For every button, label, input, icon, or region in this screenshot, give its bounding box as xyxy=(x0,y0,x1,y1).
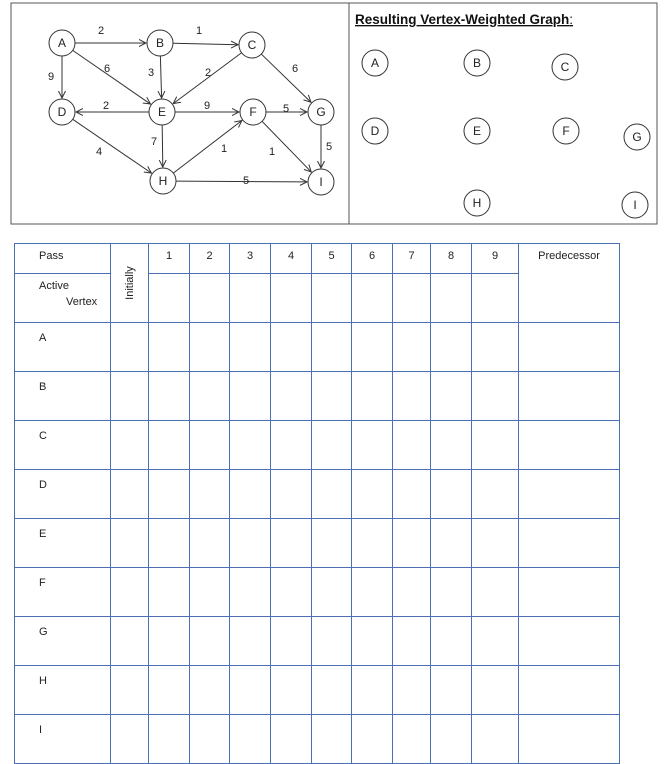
distance-cell[interactable] xyxy=(431,519,472,568)
distance-cell[interactable] xyxy=(393,568,431,617)
active-vertex-cell[interactable] xyxy=(472,274,519,323)
initial-distance-cell[interactable] xyxy=(111,715,149,764)
active-label-line2: Vertex xyxy=(66,296,98,308)
distance-cell[interactable] xyxy=(431,666,472,715)
distance-cell[interactable] xyxy=(190,568,230,617)
distance-cell[interactable] xyxy=(393,519,431,568)
result-node-i xyxy=(622,192,648,218)
active-vertex-cell[interactable] xyxy=(312,274,352,323)
edge-weight-e-d: 2 xyxy=(102,100,110,112)
distance-cell[interactable] xyxy=(393,715,431,764)
distance-cell[interactable] xyxy=(352,715,393,764)
node-label: C xyxy=(247,38,257,52)
predecessor-cell[interactable] xyxy=(519,666,620,715)
pass-label: Pass xyxy=(15,244,111,274)
edge-weight-d-h: 4 xyxy=(95,146,103,158)
distance-cell[interactable] xyxy=(149,715,190,764)
distance-cell[interactable] xyxy=(393,470,431,519)
distance-cell[interactable] xyxy=(271,568,312,617)
distance-cell[interactable] xyxy=(312,323,352,372)
vertex-row-e xyxy=(15,519,620,568)
dijkstra-table-container xyxy=(14,243,620,764)
distance-cell[interactable] xyxy=(149,568,190,617)
distance-cell[interactable] xyxy=(190,617,230,666)
edge-weight-h-f: 1 xyxy=(220,143,228,155)
distance-cell[interactable] xyxy=(393,372,431,421)
result-node-g xyxy=(624,124,650,150)
result-node-label: A xyxy=(370,56,380,70)
initially-header xyxy=(111,244,149,323)
vertex-row-c xyxy=(15,421,620,470)
edge-weight-e-h: 7 xyxy=(150,136,158,148)
distance-cell[interactable] xyxy=(230,715,271,764)
distance-cell[interactable] xyxy=(472,421,519,470)
edge-d-h xyxy=(73,119,152,173)
initial-distance-cell[interactable] xyxy=(111,519,149,568)
vertex-row-label: E xyxy=(15,519,111,568)
distance-cell[interactable] xyxy=(393,421,431,470)
distance-cell[interactable] xyxy=(472,568,519,617)
distance-cell[interactable] xyxy=(393,323,431,372)
distance-cell[interactable] xyxy=(431,372,472,421)
active-label-line1: Active xyxy=(39,280,69,292)
pass-number-header: 7 xyxy=(393,244,431,274)
distance-cell[interactable] xyxy=(472,470,519,519)
active-vertex-cell[interactable] xyxy=(190,274,230,323)
edge-b-e xyxy=(160,56,161,98)
active-vertex-cell[interactable] xyxy=(230,274,271,323)
pass-number-header: 2 xyxy=(190,244,230,274)
distance-cell[interactable] xyxy=(230,519,271,568)
distance-cell[interactable] xyxy=(472,519,519,568)
pass-number-header: 9 xyxy=(472,244,519,274)
node-d xyxy=(49,99,75,125)
distance-cell[interactable] xyxy=(393,617,431,666)
edge-weight-a-e: 6 xyxy=(103,63,111,75)
distance-cell[interactable] xyxy=(431,715,472,764)
distance-cell[interactable] xyxy=(312,372,352,421)
distance-cell[interactable] xyxy=(393,666,431,715)
initial-distance-cell[interactable] xyxy=(111,568,149,617)
vertex-row-label: B xyxy=(15,372,111,421)
result-node-label: B xyxy=(472,56,482,70)
active-vertex-cell[interactable] xyxy=(352,274,393,323)
distance-cell[interactable] xyxy=(352,617,393,666)
node-e xyxy=(149,99,175,125)
distance-cell[interactable] xyxy=(190,715,230,764)
predecessor-cell[interactable] xyxy=(519,519,620,568)
vertex-row-d xyxy=(15,470,620,519)
initial-distance-cell[interactable] xyxy=(111,666,149,715)
edge-h-f xyxy=(173,121,242,174)
result-node-label: H xyxy=(472,196,482,210)
distance-cell[interactable] xyxy=(472,666,519,715)
vertex-row-b xyxy=(15,372,620,421)
distance-cell[interactable] xyxy=(230,421,271,470)
pass-number-header: 1 xyxy=(149,244,190,274)
result-node-b xyxy=(464,50,490,76)
initial-distance-cell[interactable] xyxy=(111,372,149,421)
result-node-h xyxy=(464,190,490,216)
distance-cell[interactable] xyxy=(149,470,190,519)
result-node-label: F xyxy=(562,124,570,138)
distance-cell[interactable] xyxy=(352,519,393,568)
edge-weight-f-g: 5 xyxy=(282,103,290,115)
distance-cell[interactable] xyxy=(312,568,352,617)
distance-cell[interactable] xyxy=(149,617,190,666)
result-node-e xyxy=(464,118,490,144)
distance-cell[interactable] xyxy=(149,421,190,470)
node-b xyxy=(147,30,173,56)
dijkstra-table xyxy=(14,243,620,764)
distance-cell[interactable] xyxy=(271,519,312,568)
node-a xyxy=(49,30,75,56)
vertex-row-h xyxy=(15,666,620,715)
node-label: I xyxy=(319,175,323,189)
edge-weight-f-i: 1 xyxy=(268,146,276,158)
edge-weight-h-i: 5 xyxy=(242,175,250,187)
vertex-row-i xyxy=(15,715,620,764)
result-node-label: E xyxy=(472,124,482,138)
graph-diagram xyxy=(0,0,668,243)
distance-cell[interactable] xyxy=(431,568,472,617)
distance-cell[interactable] xyxy=(190,421,230,470)
predecessor-header: Predecessor xyxy=(519,244,620,323)
node-label: F xyxy=(249,105,257,119)
predecessor-cell[interactable] xyxy=(519,568,620,617)
distance-cell[interactable] xyxy=(190,519,230,568)
edge-weight-a-d: 9 xyxy=(47,71,55,83)
edge-weight-e-f: 9 xyxy=(203,100,211,112)
distance-cell[interactable] xyxy=(312,715,352,764)
result-graph-nodes xyxy=(362,50,650,218)
distance-cell[interactable] xyxy=(190,470,230,519)
pass-number-header: 4 xyxy=(271,244,312,274)
pass-number-header: 8 xyxy=(431,244,472,274)
vertex-row-label: D xyxy=(15,470,111,519)
active-vertex-cell[interactable] xyxy=(431,274,472,323)
active-vertex-label xyxy=(15,274,111,323)
edge-weight-g-i: 5 xyxy=(325,141,333,153)
active-vertex-cell[interactable] xyxy=(149,274,190,323)
distance-cell[interactable] xyxy=(149,372,190,421)
distance-cell[interactable] xyxy=(312,470,352,519)
node-label: D xyxy=(57,105,67,119)
distance-cell[interactable] xyxy=(230,323,271,372)
initial-distance-cell[interactable] xyxy=(111,617,149,666)
distance-cell[interactable] xyxy=(352,323,393,372)
distance-cell[interactable] xyxy=(431,470,472,519)
vertex-row-label: H xyxy=(15,666,111,715)
edge-b-c xyxy=(173,43,238,44)
distance-cell[interactable] xyxy=(230,617,271,666)
node-label: E xyxy=(157,105,167,119)
distance-cell[interactable] xyxy=(271,421,312,470)
initial-distance-cell[interactable] xyxy=(111,470,149,519)
distance-cell[interactable] xyxy=(352,470,393,519)
distance-cell[interactable] xyxy=(352,421,393,470)
distance-cell[interactable] xyxy=(230,470,271,519)
predecessor-cell[interactable] xyxy=(519,372,620,421)
distance-cell[interactable] xyxy=(472,323,519,372)
active-vertex-cell[interactable] xyxy=(271,274,312,323)
pass-number-header: 3 xyxy=(230,244,271,274)
result-node-c xyxy=(552,54,578,80)
distance-cell[interactable] xyxy=(352,568,393,617)
vertex-row-label: G xyxy=(15,617,111,666)
node-f xyxy=(240,99,266,125)
node-label: H xyxy=(158,174,168,188)
distance-cell[interactable] xyxy=(149,519,190,568)
node-g xyxy=(308,99,334,125)
edge-weight-b-c: 1 xyxy=(195,25,203,37)
node-c xyxy=(239,32,265,58)
pass-number-header: 5 xyxy=(312,244,352,274)
predecessor-cell[interactable] xyxy=(519,323,620,372)
distance-cell[interactable] xyxy=(472,715,519,764)
edge-e-h xyxy=(162,125,163,167)
vertex-row-g xyxy=(15,617,620,666)
distance-cell[interactable] xyxy=(352,666,393,715)
distance-cell[interactable] xyxy=(271,666,312,715)
result-node-label: C xyxy=(560,60,570,74)
distance-cell[interactable] xyxy=(271,715,312,764)
distance-cell[interactable] xyxy=(352,372,393,421)
distance-cell[interactable] xyxy=(312,421,352,470)
distance-cell[interactable] xyxy=(149,323,190,372)
predecessor-cell[interactable] xyxy=(519,617,620,666)
node-i xyxy=(308,169,334,195)
distance-cell[interactable] xyxy=(271,617,312,666)
edge-a-e xyxy=(73,50,151,104)
initial-distance-cell[interactable] xyxy=(111,421,149,470)
distance-cell[interactable] xyxy=(472,372,519,421)
node-label: G xyxy=(316,105,326,119)
distance-cell[interactable] xyxy=(149,666,190,715)
distance-cell[interactable] xyxy=(431,617,472,666)
vertex-row-label: I xyxy=(15,715,111,764)
distance-cell[interactable] xyxy=(230,568,271,617)
edge-weight-b-e: 3 xyxy=(147,67,155,79)
graph-weights xyxy=(48,25,332,187)
edge-c-g xyxy=(261,54,311,102)
predecessor-cell[interactable] xyxy=(519,470,620,519)
result-node-label: I xyxy=(633,198,637,212)
distance-cell[interactable] xyxy=(271,323,312,372)
distance-cell[interactable] xyxy=(312,617,352,666)
distance-cell[interactable] xyxy=(190,372,230,421)
result-node-f xyxy=(553,118,579,144)
distance-cell[interactable] xyxy=(271,372,312,421)
distance-cell[interactable] xyxy=(472,617,519,666)
node-label: B xyxy=(155,36,165,50)
distance-cell[interactable] xyxy=(312,519,352,568)
predecessor-cell[interactable] xyxy=(519,715,620,764)
vertex-row-label: F xyxy=(15,568,111,617)
initially-label: Initially xyxy=(123,266,136,300)
distance-cell[interactable] xyxy=(312,666,352,715)
active-vertex-cell[interactable] xyxy=(393,274,431,323)
vertex-row-a xyxy=(15,323,620,372)
distance-cell[interactable] xyxy=(431,323,472,372)
distance-cell[interactable] xyxy=(190,323,230,372)
initial-distance-cell[interactable] xyxy=(111,323,149,372)
distance-cell[interactable] xyxy=(431,421,472,470)
result-node-a xyxy=(362,50,388,76)
result-node-label: G xyxy=(632,130,642,144)
table-header-row xyxy=(15,244,620,274)
pass-number-header: 6 xyxy=(352,244,393,274)
predecessor-cell[interactable] xyxy=(519,421,620,470)
edge-weight-a-b: 2 xyxy=(97,25,105,37)
result-node-label: D xyxy=(370,124,380,138)
edge-h-i xyxy=(176,181,307,182)
edge-weight-c-g: 6 xyxy=(291,63,299,75)
vertex-row-f xyxy=(15,568,620,617)
node-label: A xyxy=(57,36,67,50)
edge-weight-c-e: 2 xyxy=(204,67,212,79)
distance-cell[interactable] xyxy=(271,470,312,519)
result-graph-title: Resulting Vertex-Weighted Graph: xyxy=(355,12,574,27)
node-h xyxy=(150,168,176,194)
vertex-row-label: C xyxy=(15,421,111,470)
distance-cell[interactable] xyxy=(230,372,271,421)
result-node-d xyxy=(362,118,388,144)
vertex-row-label: A xyxy=(15,323,111,372)
distance-cell[interactable] xyxy=(190,666,230,715)
distance-cell[interactable] xyxy=(230,666,271,715)
